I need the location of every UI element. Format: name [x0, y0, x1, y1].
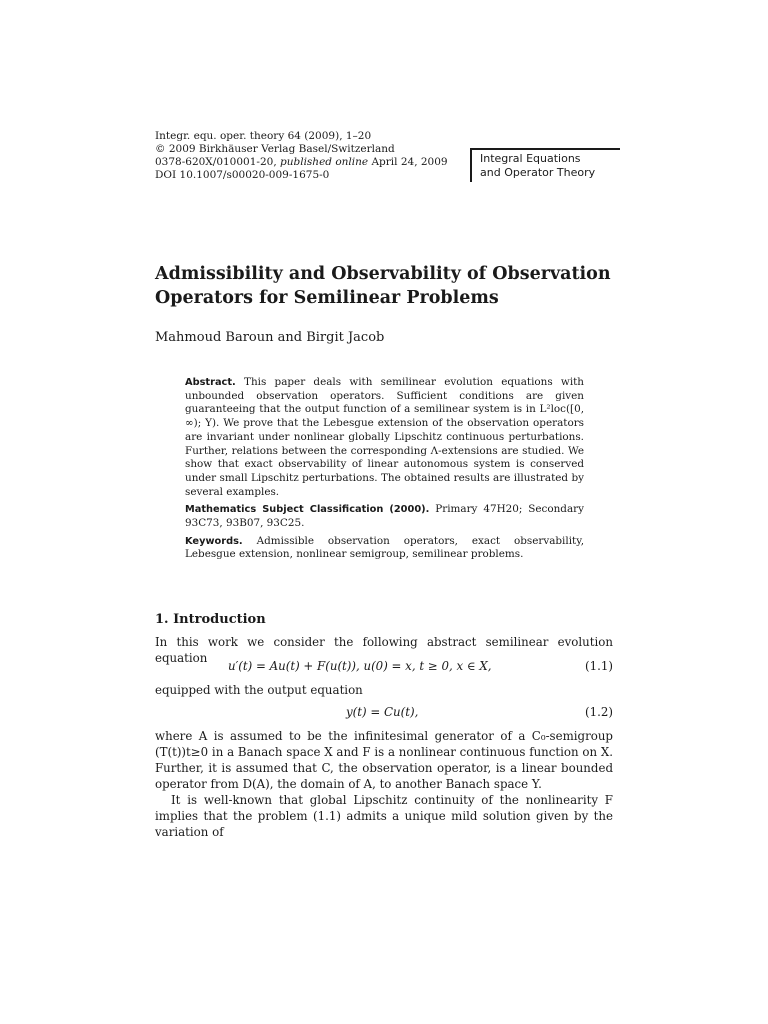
keywords-label: Keywords.	[185, 535, 243, 547]
equation-1-1-number: (1.1)	[585, 659, 613, 673]
intro-paragraph-4: It is well-known that global Lipschitz continuity of the nonlinearity F implies that the problem (1.1) admits a unique mild solution given by the variation of	[155, 793, 613, 839]
copyright-line: © 2009 Birkhäuser Verlag Basel/Switzerland	[155, 143, 395, 155]
equation-1-2: y(t) = Cu(t),	[346, 705, 419, 719]
abstract-paragraph	[185, 376, 584, 499]
doi-line: DOI 10.1007/s00020-009-1675-0	[155, 169, 330, 181]
equation-1-2-number: (1.2)	[585, 705, 613, 719]
published-online-label: published online	[280, 156, 369, 168]
keywords-text: Admissible observation operators, exact observability, Lebesgue extension, nonlinear semigroup, semilinear problems.	[185, 534, 584, 561]
msc-label: Mathematics Subject Classification (2000).	[185, 504, 430, 516]
paper-title: Admissibility and Observability of Observation Operators for Semilinear Problems	[155, 264, 611, 308]
publish-date: April 24, 2009	[368, 156, 448, 168]
issn-text: 0378-620X/010001-20,	[155, 156, 280, 168]
journal-name-line-1: Integral Equations	[480, 152, 581, 165]
paper-authors: Mahmoud Baroun and Birgit Jacob	[155, 330, 385, 345]
intro-paragraph-3: where A is assumed to be the infinitesimal generator of a C₀-semigroup (T(t))t≥0 in a Banach space X and F is a nonlinear continuous function on X. Further, it is assumed that C, the observation operator, is a linear bounded operator from D(A), the domain of A, to another Banach space Y.	[155, 729, 613, 791]
equation-1-1: u′(t) = Au(t) + F(u(t)), u(0) = x, t ≥ 0, x ∈ X,	[228, 659, 492, 673]
msc-text: Primary 47H20; Secondary 93C73, 93B07, 93C25.	[185, 503, 584, 530]
citation-line: Integr. equ. oper. theory 64 (2009), 1–20	[155, 130, 372, 142]
intro-paragraph-2: equipped with the output equation	[155, 683, 363, 697]
keywords-paragraph	[185, 535, 584, 562]
issn-line	[155, 156, 448, 169]
journal-name-line-2: and Operator Theory	[480, 166, 596, 179]
intro-paragraph-1: In this work we consider the following abstract semilinear evolution equation	[155, 635, 613, 665]
intro-paragraph-3-block	[155, 728, 613, 840]
msc-paragraph	[185, 503, 584, 530]
abstract-text: This paper deals with semilinear evolution equations with unbounded observation operators. Sufficient conditions are given guaranteeing that the output function of a semilinear system is in L²loc([0, ∞); Y). We prove that the Lebesgue extension of the observation operators are invariant under nonlinear globally Lipschitz continuous perturbations. Further, relations between the corresponding Λ-extensions are studied. We show that exact observability of linear autonomous system is conserved under small Lipschitz perturbations. The obtained results are illustrated by several examples.	[185, 376, 585, 498]
abstract-block	[185, 376, 584, 566]
journal-name-box	[470, 148, 620, 182]
paper-page	[155, 0, 613, 1024]
section-heading-introduction: 1. Introduction	[155, 612, 266, 627]
publication-info	[155, 130, 448, 182]
abstract-label: Abstract.	[185, 377, 236, 388]
